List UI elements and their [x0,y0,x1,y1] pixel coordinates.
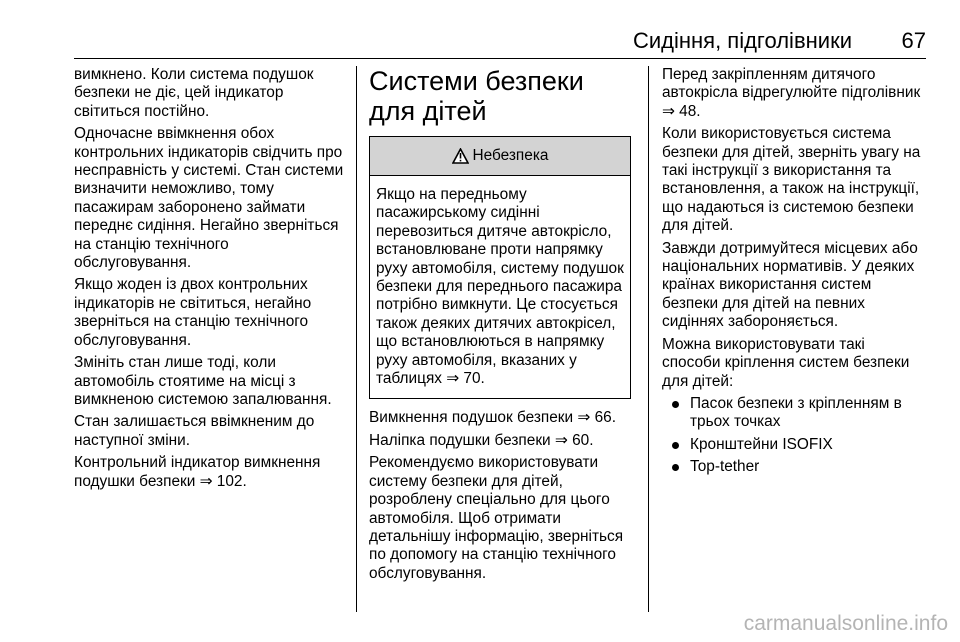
paragraph: вимкнено. Коли система подушок безпеки не діє, цей індикатор світиться постійно. [74,66,314,120]
column-2 [369,66,631,587]
list-item: Кронштейни ISOFIX [662,436,924,454]
bullet-dot-icon [672,464,679,471]
paragraph: Змініть стан лише тоді, коли автомобіль стоятиме на місці з вимкненою системою запалювання. [74,354,332,408]
paragraph: Вимкнення подушок безпеки ⇒ 66. [369,409,616,427]
bullet-list [662,395,924,477]
paragraph: Завжди дотримуйтеся місцевих або національних нормативів. У деяких країнах використання систем безпеки для дітей на певних сидіннях забороняється. [662,239,918,331]
warning-text: Якщо на передньому пасажирському сидінні перевозиться дитяче автокрісло, встановлюване проти напрямку руху автомобіля, систему подушок безпеки для переднього пасажира потрібно вимкнути. Це стосується також деяких дитячих автокрісел, що встановлюються в напрямку руху автомобіля, вказаних у таблицях ⇒ 70. [376,186,624,388]
paragraph: Якщо жоден із двох контрольних індикаторів не світиться, негайно зверніться на станцію технічного обслуговування. [74,276,312,349]
paragraph: Рекомендуємо використовувати систему безпеки для дітей, розроблену спеціально для цього автомобіля. Щоб отримати детальнішу інформацію, зверніться по допомогу на станцію технічного обслуговування. [369,454,624,582]
paragraph: Одночасне ввімкнення обох контрольних індикаторів свідчить про несправність у системі. Стан системи визначити неможливо, тому пасажирам заборонено займати переднє сидіння. Негайно зверніться на станцію технічного обслуговування. [74,125,344,272]
header-divider [74,58,926,59]
paragraph: Стан залишається ввімкненим до наступної зміни. [74,413,315,449]
bullet-dot-icon [672,442,679,449]
paragraph: Контрольний індикатор вимкнення подушки безпеки ⇒ 102. [74,454,321,490]
paragraph: Наліпка подушки безпеки ⇒ 60. [369,431,594,449]
column-divider [648,66,649,612]
column-divider [356,66,357,612]
paragraph: Перед закріпленням дитячого автокрісла відрегулюйте підголівник ⇒ 48. [662,66,921,120]
list-item: Пасок безпеки з кріпленням в трьох точках [662,395,924,432]
list-item: Top-tether [662,458,924,476]
page-header [74,14,926,54]
warning-title: Небезпека [472,146,549,164]
section-heading: Системи безпеки для дітей [369,66,584,126]
warning-body [370,176,630,398]
warning-triangle-icon [452,148,469,164]
paragraph: Коли використовується система безпеки для дітей, зверніть увагу на такі інструкції з використання та встановлення, а також на інструкції, що надаються із системою безпеки для дітей. [662,125,921,235]
warning-header [370,137,630,176]
paragraph: Можна використовувати такі способи кріплення систем безпеки для дітей: [662,335,910,390]
column-3 [662,66,924,481]
watermark-link[interactable]: carmanualsonline.info [743,612,948,635]
column-1 [74,66,346,495]
bullet-dot-icon [672,401,679,408]
page-title: Сидіння, підголівники [632,28,852,53]
warning-box [369,136,631,399]
page-number: 67 [901,28,926,53]
